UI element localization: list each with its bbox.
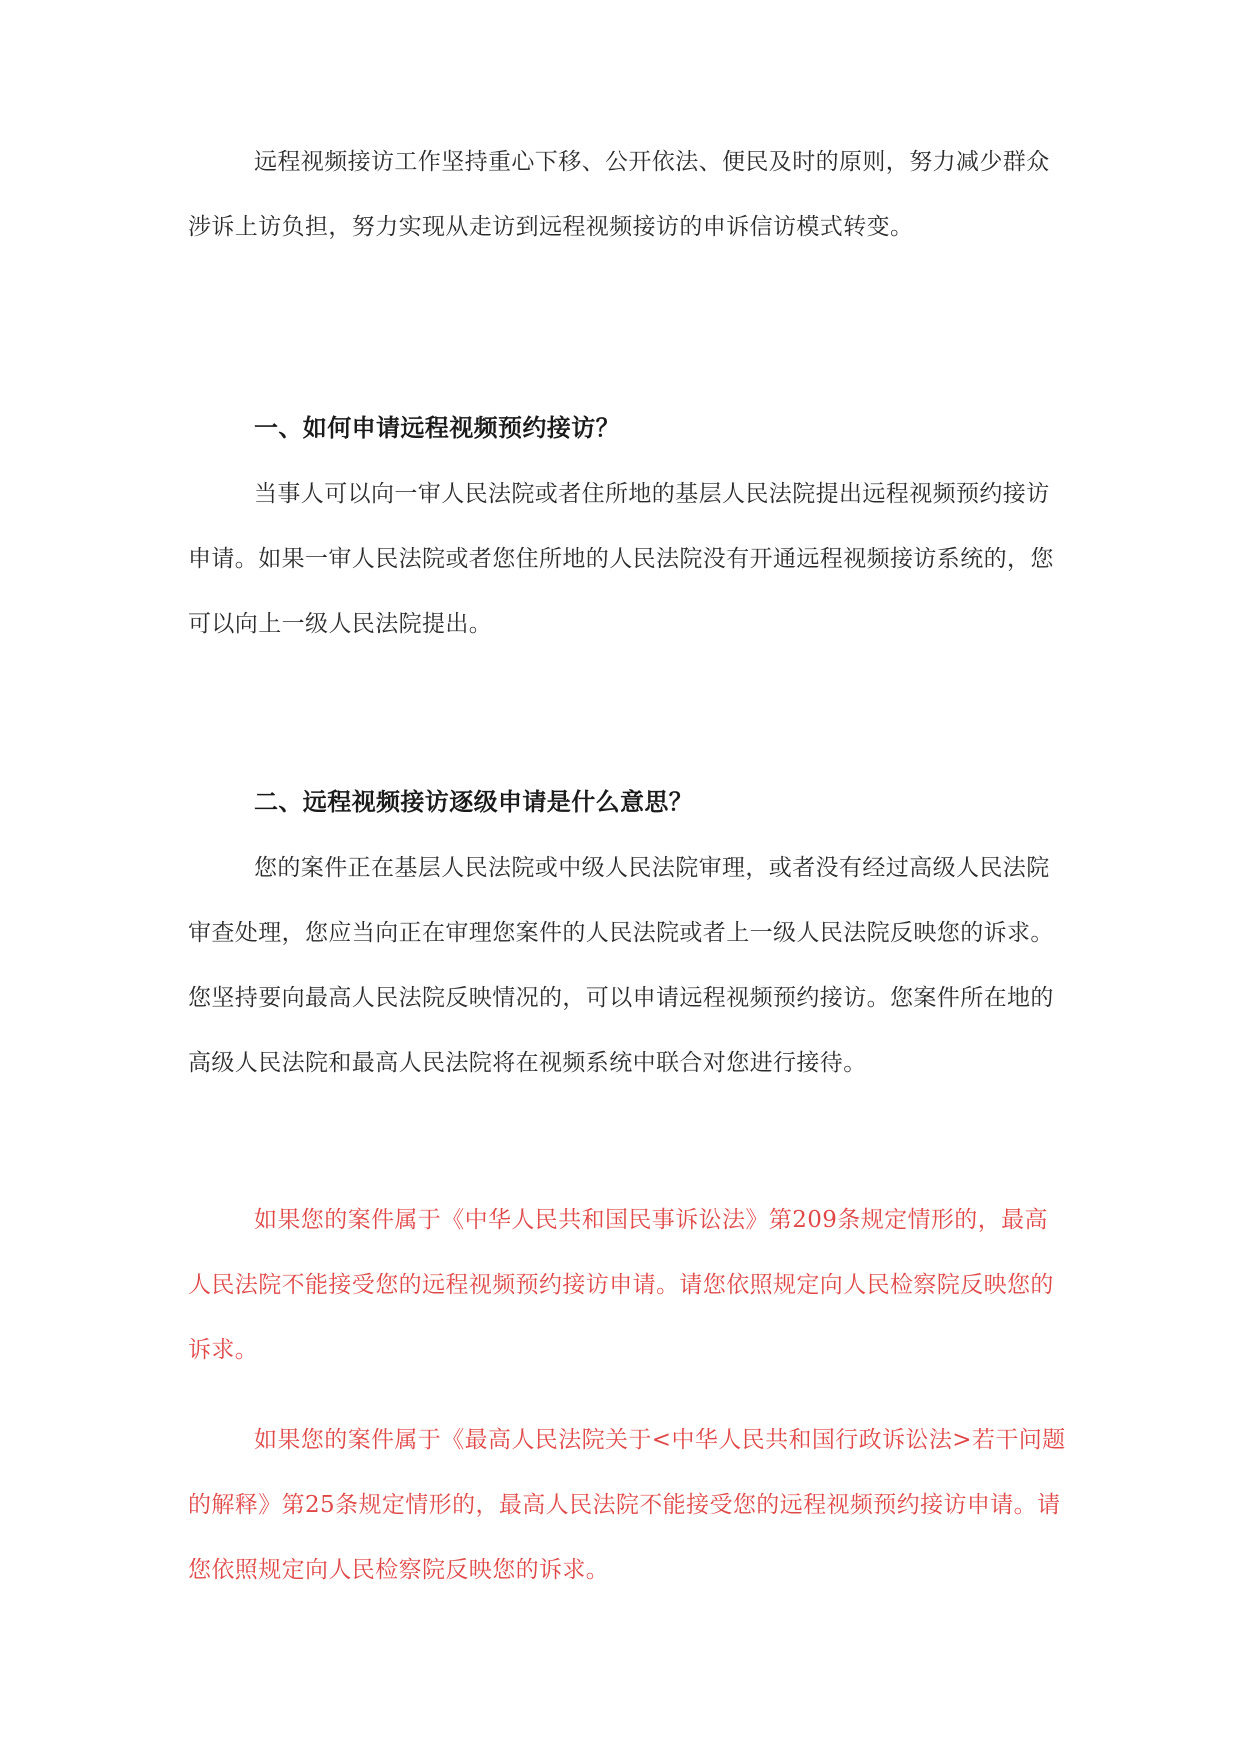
section-2-note-civil-procedure: 如果您的案件属于《中华人民共和国民事诉讼法》第209条规定情形的，最高人民法院不能接受您的远程视频预约接访申请。请您依照规定向人民检察院反映您的诉求。 (188, 1207, 1054, 1363)
intro-paragraph: 远程视频接访工作坚持重心下移、公开依法、便民及时的原则，努力减少群众涉诉上访负担，努力实现从走访到远程视频接访的申诉信访模式转变。 (188, 149, 1050, 240)
section-2-heading: 二、远程视频接访逐级申请是什么意思？ (254, 787, 694, 816)
section-1-heading: 一、如何申请远程视频预约接访？ (254, 413, 620, 442)
section-1-body: 当事人可以向一审人民法院或者住所地的基层人民法院提出远程视频预约接访申请。如果一审人民法院或者您住所地的人民法院没有开通远程视频接访系统的，您可以向上一级人民法院提出。 (188, 481, 1054, 637)
section-2-note-administrative-procedure: 如果您的案件属于《最高人民法院关于<中华人民共和国行政诉讼法>若干问题的解释》第25条规定情形的，最高人民法院不能接受您的远程视频预约接访申请。请您依照规定向人民检察院反映您的诉求。 (188, 1427, 1066, 1583)
section-2-body: 您的案件正在基层人民法院或中级人民法院审理，或者没有经过高级人民法院审查处理，您应当向正在审理您案件的人民法院或者上一级人民法院反映您的诉求。您坚持要向最高人民法院反映情况的，可以申请远程视频预约接访。您案件所在地的高级人民法院和最高人民法院将在视频系统中联合对您进行接待。 (188, 855, 1054, 1076)
